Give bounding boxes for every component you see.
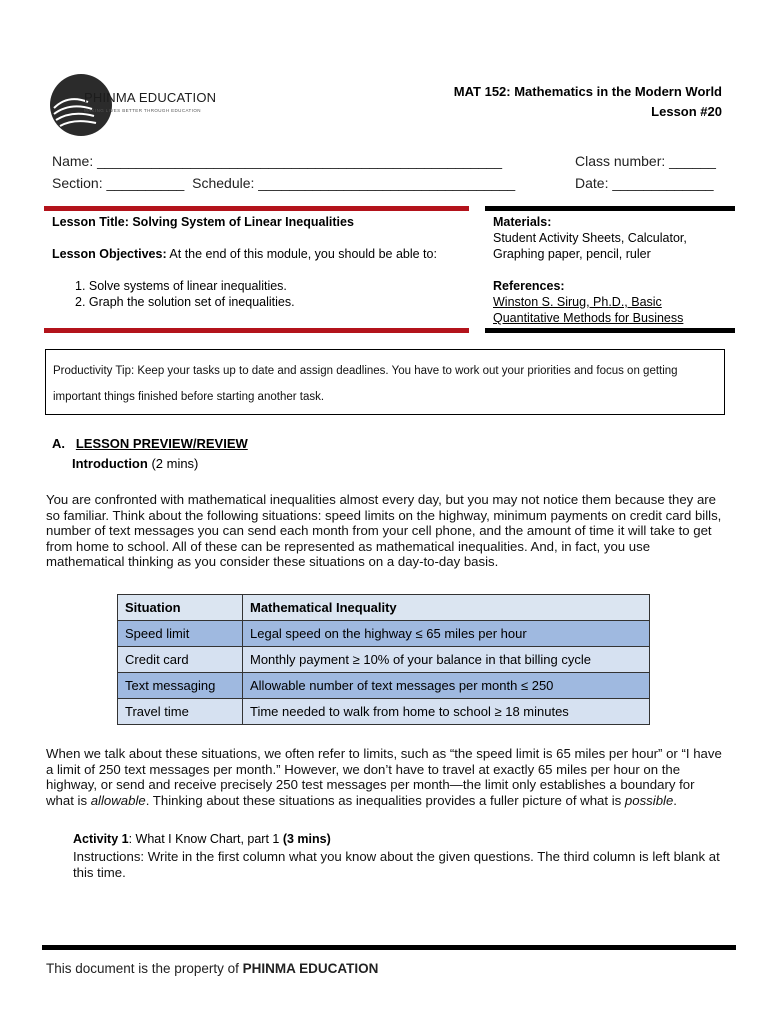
lesson-objectives (52, 246, 462, 262)
activity-heading (73, 832, 331, 846)
logo-emblem-icon (48, 72, 118, 138)
limits-text: . (673, 792, 677, 808)
objectives-intro: At the end of this module, you should be able to: (166, 247, 437, 261)
activity-title: : What I Know Chart, part 1 (128, 832, 280, 846)
section-schedule-field: Section: __________ Schedule: _________________________________ (52, 175, 516, 191)
course-title: MAT 152: Mathematics in the Modern World (453, 84, 722, 99)
inequality-table (117, 594, 650, 725)
limits-paragraph (46, 746, 724, 808)
table-cell: Time needed to walk from home to school ≥ 18 minutes (243, 699, 650, 725)
table-header: Mathematical Inequality (243, 595, 650, 621)
table-row (118, 699, 650, 725)
footer-prefix: This document is the property of (46, 961, 243, 976)
table-cell: Travel time (118, 699, 243, 725)
objectives-label: Lesson Objectives: (52, 247, 167, 261)
section-letter: A. (52, 436, 65, 451)
date-field: Date: _____________ (575, 175, 714, 191)
class-number-field: Class number: ______ (575, 153, 716, 169)
table-row (118, 621, 650, 647)
name-field: Name: ____________________________________________________ (52, 153, 503, 169)
brand-name: PHINMA EDUCATION (84, 90, 217, 105)
limits-text: . Thinking about these situations as inequalities provides a fuller picture of what is (145, 792, 625, 808)
intro-time: (2 mins) (147, 456, 199, 471)
materials-bottom-rule (485, 328, 735, 333)
table-cell: Allowable number of text messages per month ≤ 250 (243, 673, 650, 699)
table-cell: Monthly payment ≥ 10% of your balance in that billing cycle (243, 647, 650, 673)
table-header-row (118, 595, 650, 621)
table-row (118, 647, 650, 673)
brand-tagline: MAKING LIVES BETTER THROUGH EDUCATION (84, 108, 201, 113)
activity-label: Activity 1 (73, 832, 129, 846)
table-header: Situation (118, 595, 243, 621)
materials-list: Student Activity Sheets, Calculator, Graphing paper, pencil, ruler (493, 231, 687, 261)
table-cell: Credit card (118, 647, 243, 673)
limits-emphasis: allowable (90, 792, 146, 808)
section-a-heading (52, 436, 248, 451)
footer-rule (42, 945, 736, 950)
lesson-number: Lesson #20 (651, 104, 722, 119)
limits-emphasis: possible (624, 792, 674, 808)
activity-instructions: Instructions: Write in the first column what you know about the given questions. The third column is left blank at this time. (73, 849, 720, 880)
lesson-bottom-rule (44, 328, 469, 333)
phinma-logo (48, 72, 268, 138)
table-cell: Text messaging (118, 673, 243, 699)
activity-time: (3 mins) (279, 832, 331, 846)
materials-label: Materials: (493, 215, 552, 229)
footer-owner: PHINMA EDUCATION (242, 961, 379, 976)
limits-text: When we talk about these situations, we often refer to limits, such as “the speed limit is 65 miles per hour” or “I have a limit of 250 text messages per month.” However, we don’t have to travel at exactly 65 miles per hour on the highway, or send and receive precisely 250 test messages per month—the limit only establishes a boundary for what is (46, 746, 722, 808)
intro-label: Introduction (72, 456, 148, 471)
introduction-heading (72, 456, 198, 471)
materials-top-rule (485, 206, 735, 211)
table-cell: Speed limit (118, 621, 243, 647)
lesson-top-rule (44, 206, 469, 211)
footer-text (46, 961, 378, 976)
table-row (118, 673, 650, 699)
intro-paragraph: You are confronted with mathematical inequalities almost every day, but you may not notice them because they are so familiar. Think about the following situations: speed limits on the highway, minimum payments on credit card bills, number of text messages you can send each month from your cell phone, and the amount of time it will take to get from home to school. All of these can be represented as mathematical inequalities. And, in fact, you use mathematical thinking as you consider these situations on a day-to-day basis. (46, 492, 722, 570)
productivity-tip: Productivity Tip: Keep your tasks up to date and assign deadlines. You have to work out your priorities and focus on getting important things finished before starting another task. (53, 365, 678, 403)
lesson-title: Lesson Title: Solving System of Linear Inequalities (52, 215, 354, 229)
table-cell: Legal speed on the highway ≤ 65 miles per hour (243, 621, 650, 647)
objective-item: 1. Solve systems of linear inequalities. (75, 279, 287, 293)
references-text: Winston S. Sirug, Ph.D., Basic Quantitative Methods for Business (493, 295, 684, 325)
section-title: LESSON PREVIEW/REVIEW (75, 436, 248, 451)
objective-item: 2. Graph the solution set of inequalities. (75, 295, 295, 309)
references-label: References: (493, 279, 565, 293)
